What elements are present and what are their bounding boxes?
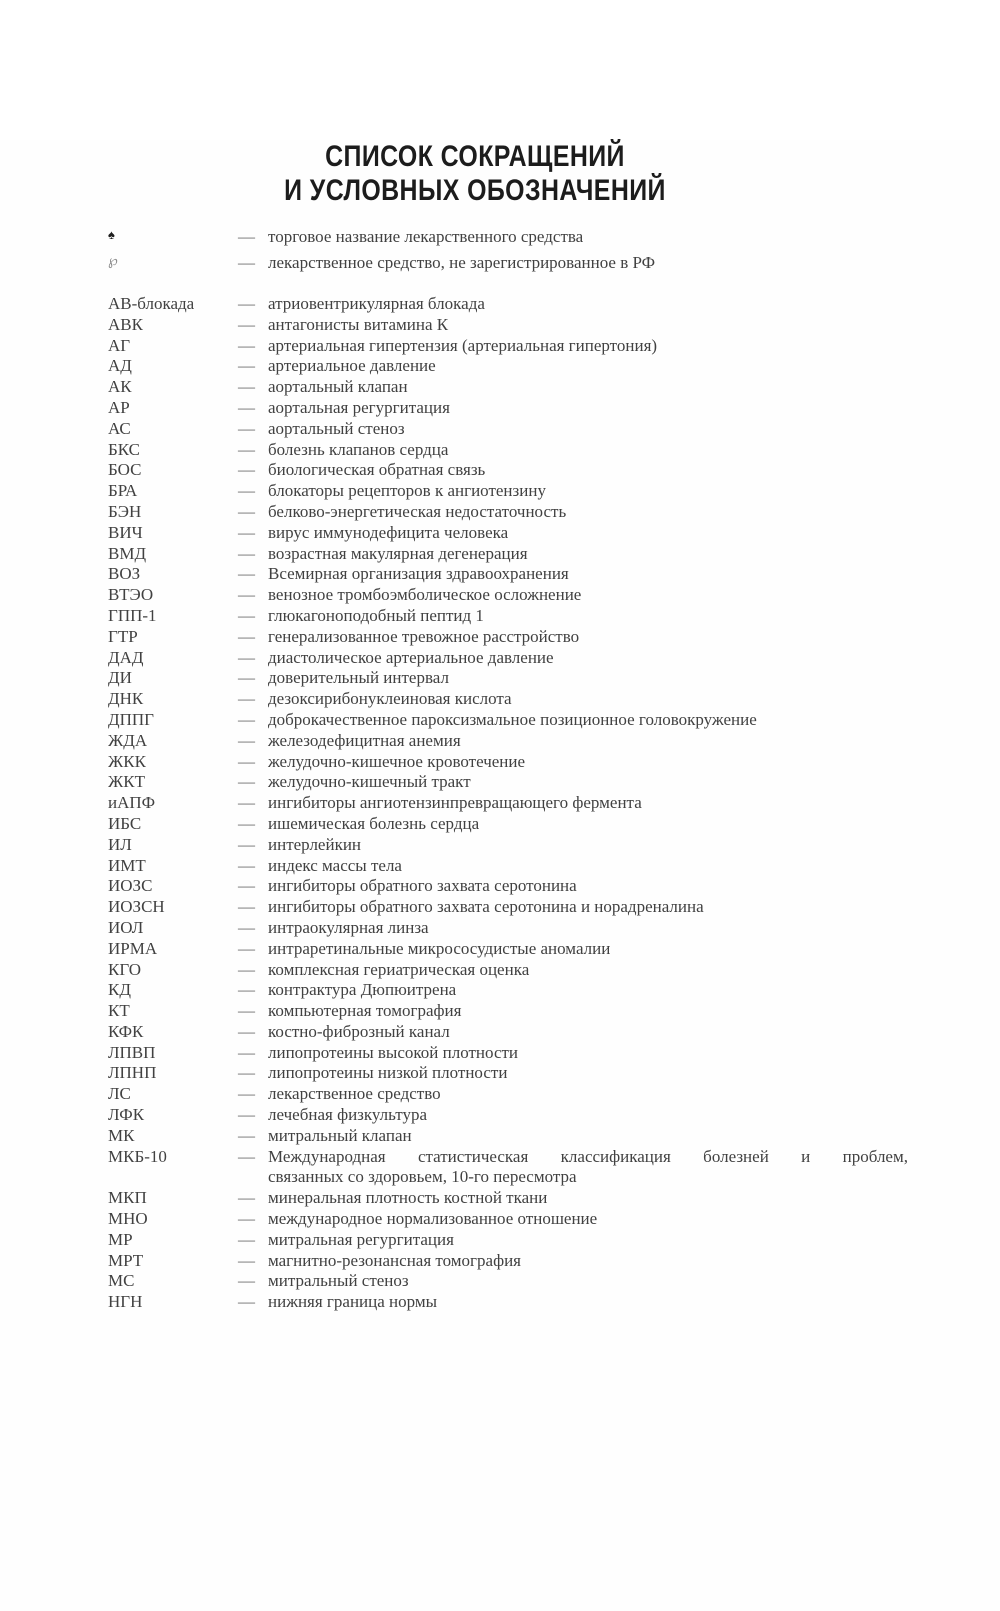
em-dash-separator: — xyxy=(238,564,255,584)
em-dash-separator: — xyxy=(238,668,255,688)
symbols-list xyxy=(108,224,908,277)
abbr-entry-row xyxy=(108,585,908,606)
em-dash-separator: — xyxy=(238,1292,255,1312)
definition-text: железодефицитная анемия xyxy=(268,730,461,750)
abbreviation-cell: МНО xyxy=(108,1209,148,1229)
definition-text: антагонисты витамина К xyxy=(268,314,449,334)
abbr-entry-row xyxy=(108,1001,908,1022)
em-dash-separator: — xyxy=(238,959,255,979)
definition-text: доброкачественное пароксизмальное позиционное головокружение xyxy=(268,709,757,729)
em-dash-separator: — xyxy=(238,709,255,729)
definition-text: интраокулярная линза xyxy=(268,917,429,937)
abbr-entry-row xyxy=(108,648,908,669)
definition-text: аортальный стеноз xyxy=(268,418,405,438)
em-dash-separator: — xyxy=(238,980,255,1000)
abbreviation-cell: ВИЧ xyxy=(108,522,143,542)
abbr-entry-row xyxy=(108,1292,908,1313)
definition-text: возрастная макулярная дегенерация xyxy=(268,543,528,563)
abbr-entry-row xyxy=(108,481,908,502)
abbr-entry-row xyxy=(108,356,908,377)
entries-list xyxy=(108,294,908,1313)
abbreviation-cell: ГПП-1 xyxy=(108,605,157,625)
em-dash-separator: — xyxy=(238,1271,255,1291)
abbr-entry-row xyxy=(108,752,908,773)
definition-text: митральный стеноз xyxy=(268,1271,409,1291)
abbr-entry-row xyxy=(108,689,908,710)
definition-text: доверительный интервал xyxy=(268,668,449,688)
definition-text: биологическая обратная связь xyxy=(268,460,486,480)
definition-text: диастолическое артериальное давление xyxy=(268,647,554,667)
abbr-entry-row xyxy=(108,336,908,357)
definition-text: липопротеины низкой плотности xyxy=(268,1063,508,1083)
abbr-entry-row xyxy=(108,398,908,419)
definition-text: ингибиторы обратного захвата серотонина xyxy=(268,876,577,896)
em-dash-separator: — xyxy=(238,522,255,542)
em-dash-separator: — xyxy=(238,253,255,272)
definition-text: вирус иммунодефицита человека xyxy=(268,522,509,542)
definition-text: блокаторы рецепторов к ангиотензину xyxy=(268,481,546,501)
abbreviation-cell: АГ xyxy=(108,335,131,355)
em-dash-separator: — xyxy=(238,876,255,896)
em-dash-separator: — xyxy=(238,294,255,313)
em-dash-separator: — xyxy=(238,647,255,667)
definition-text: желудочно-кишечный тракт xyxy=(268,772,471,792)
definition-text: индекс массы тела xyxy=(268,855,402,875)
abbr-entry-row xyxy=(108,876,908,897)
abbr-entry-row xyxy=(108,440,908,461)
spade-trade-name-symbol: ♠ xyxy=(108,227,115,242)
abbreviation-cell: МС xyxy=(108,1271,135,1291)
definition-text: генерализованное тревожное расстройство xyxy=(268,626,580,646)
abbreviation-cell: БРА xyxy=(108,481,138,501)
definition-text: атриовентрикулярная блокада xyxy=(268,294,485,313)
definition-text: костно-фиброзный канал xyxy=(268,1021,450,1041)
definition-text: аортальная регургитация xyxy=(268,397,450,417)
abbreviation-cell: КД xyxy=(108,980,131,1000)
abbr-entry-row xyxy=(108,835,908,856)
em-dash-separator: — xyxy=(238,1188,255,1208)
abbreviation-cell: ДИ xyxy=(108,668,132,688)
em-dash-separator: — xyxy=(238,605,255,625)
abbreviation-cell: ИОЗС xyxy=(108,876,153,896)
definition-text: Всемирная организация здравоохранения xyxy=(268,564,569,584)
definition-text: ингибиторы ангиотензинпревращающего фермента xyxy=(268,793,642,813)
abbr-entry-row xyxy=(108,960,908,981)
abbr-entry-row xyxy=(108,377,908,398)
abbreviation-cell: МКП xyxy=(108,1188,147,1208)
abbr-entry-row xyxy=(108,793,908,814)
em-dash-separator: — xyxy=(238,626,255,646)
definition-text: лекарственное средство, не зарегистрированное в РФ xyxy=(268,253,656,272)
em-dash-separator: — xyxy=(238,917,255,937)
definition-text: Международная статистическая классификация болезней и проблем, связанных со здоровьем, 10-го пересмотра xyxy=(268,1146,908,1187)
abbreviation-cell: ВОЗ xyxy=(108,564,141,584)
abbr-entry-row xyxy=(108,1126,908,1147)
page-title-line-2: И УСЛОВНЫХ ОБОЗНАЧЕНИЙ xyxy=(284,174,666,207)
abbreviation-cell: ИРМА xyxy=(108,938,158,958)
definition-text: лечебная физкультура xyxy=(268,1105,428,1125)
em-dash-separator: — xyxy=(238,418,255,438)
definition-text: контрактура Дюпюитрена xyxy=(268,980,457,1000)
definition-text: нижняя граница нормы xyxy=(268,1292,438,1312)
definition-text: интраретинальные микрососудистые аномалии xyxy=(268,938,611,958)
abbreviation-cell: ЛС xyxy=(108,1084,131,1104)
definition-text: международное нормализованное отношение xyxy=(268,1209,598,1229)
abbr-entry-row xyxy=(108,523,908,544)
em-dash-separator: — xyxy=(238,335,255,355)
abbreviation-cell: ДНК xyxy=(108,689,144,709)
abbreviation-cell: ДАД xyxy=(108,647,144,667)
abbreviation-cell: ДППГ xyxy=(108,709,154,729)
definition-text: минеральная плотность костной ткани xyxy=(268,1188,548,1208)
definition-text: интерлейкин xyxy=(268,834,362,854)
em-dash-separator: — xyxy=(238,1250,255,1270)
abbr-entry-row xyxy=(108,627,908,648)
abbreviation-cell: КТ xyxy=(108,1001,130,1021)
em-dash-separator: — xyxy=(238,730,255,750)
abbreviation-cell: ЛПНП xyxy=(108,1063,157,1083)
em-dash-separator: — xyxy=(238,460,255,480)
abbr-entry-row xyxy=(108,315,908,336)
abbr-entry-row xyxy=(108,1230,908,1251)
book-page xyxy=(0,140,1000,1611)
definition-text: липопротеины высокой плотности xyxy=(268,1042,519,1062)
abbreviation-cell: иАПФ xyxy=(108,793,156,813)
symbol-row xyxy=(108,250,908,277)
em-dash-separator: — xyxy=(238,543,255,563)
em-dash-separator: — xyxy=(238,481,255,501)
symbol-row xyxy=(108,224,908,250)
em-dash-separator: — xyxy=(238,813,255,833)
page-title xyxy=(105,140,845,208)
em-dash-separator: — xyxy=(238,585,255,605)
abbreviation-cell: БОС xyxy=(108,460,142,480)
definition-text: комплексная гериатрическая оценка xyxy=(268,959,530,979)
abbr-entry-row xyxy=(108,1147,908,1189)
em-dash-separator: — xyxy=(238,1146,255,1166)
abbreviation-cell: ЛПВП xyxy=(108,1042,156,1062)
abbr-entry-row xyxy=(108,502,908,523)
abbreviation-cell: ЖДА xyxy=(108,730,148,750)
abbr-entry-row xyxy=(108,1209,908,1230)
abbr-entry-row xyxy=(108,1188,908,1209)
em-dash-separator: — xyxy=(238,1001,255,1021)
abbreviation-cell: БЭН xyxy=(108,501,142,521)
abbreviation-cell: ЖКК xyxy=(108,751,146,771)
abbr-entry-row xyxy=(108,1271,908,1292)
definition-text: торговое название лекарственного средства xyxy=(268,227,584,246)
definition-text: ингибиторы обратного захвата серотонина и норадреналина xyxy=(268,897,704,917)
em-dash-separator: — xyxy=(238,356,255,376)
abbreviation-cell: ИМТ xyxy=(108,855,146,875)
abbr-entry-row xyxy=(108,918,908,939)
abbreviation-cell: КГО xyxy=(108,959,142,979)
definition-text: артериальная гипертензия (артериальная гипертония) xyxy=(268,335,658,355)
em-dash-separator: — xyxy=(238,689,255,709)
definition-text: желудочно-кишечное кровотечение xyxy=(268,751,526,771)
em-dash-separator: — xyxy=(238,897,255,917)
abbr-entry-row xyxy=(108,814,908,835)
abbr-entry-row xyxy=(108,731,908,752)
abbreviation-cell: АС xyxy=(108,418,131,438)
definition-text: дезоксирибонуклеиновая кислота xyxy=(268,689,512,709)
abbreviation-cell: МРТ xyxy=(108,1250,144,1270)
definition-text: митральный клапан xyxy=(268,1125,412,1145)
abbr-entry-row xyxy=(108,460,908,481)
em-dash-separator: — xyxy=(238,227,255,246)
em-dash-separator: — xyxy=(238,1105,255,1125)
symbol-cell xyxy=(108,224,238,250)
abbreviation-cell: АР xyxy=(108,397,130,417)
abbreviation-cell: АК xyxy=(108,377,132,397)
abbr-entry-row xyxy=(108,1105,908,1126)
em-dash-separator: — xyxy=(238,439,255,459)
abbreviation-cell: ИОЛ xyxy=(108,917,144,937)
abbr-entry-row xyxy=(108,772,908,793)
abbr-entry-row xyxy=(108,980,908,1001)
abbr-entry-row xyxy=(108,939,908,960)
abbr-entry-row xyxy=(108,1063,908,1084)
abbr-entry-row xyxy=(108,897,908,918)
abbreviation-cell: ВМД xyxy=(108,543,147,563)
definition-text: компьютерная томография xyxy=(268,1001,462,1021)
definition-text: ишемическая болезнь сердца xyxy=(268,813,480,833)
abbreviation-cell: МК xyxy=(108,1125,135,1145)
em-dash-separator: — xyxy=(238,1021,255,1041)
script-p-unregistered-symbol: ℘ xyxy=(108,254,118,269)
em-dash-separator: — xyxy=(238,855,255,875)
definition-text: магнитно-резонансная томография xyxy=(268,1250,521,1270)
abbr-entry-row xyxy=(108,564,908,585)
abbr-entry-row xyxy=(108,419,908,440)
page-title-line-1: СПИСОК СОКРАЩЕНИЙ xyxy=(325,140,625,173)
abbreviation-cell: ИОЗСН xyxy=(108,897,165,917)
abbr-entry-row xyxy=(108,606,908,627)
abbreviation-cell: КФК xyxy=(108,1021,144,1041)
abbr-entry-row xyxy=(108,1251,908,1272)
abbreviation-cell: ГТР xyxy=(108,626,138,646)
abbr-entry-row xyxy=(108,710,908,731)
em-dash-separator: — xyxy=(238,772,255,792)
abbreviation-cell: МКБ-10 xyxy=(108,1146,167,1166)
abbreviation-cell: АВК xyxy=(108,314,143,334)
definition-text: артериальное давление xyxy=(268,356,436,376)
abbreviation-cell: ИЛ xyxy=(108,834,132,854)
em-dash-separator: — xyxy=(238,1063,255,1083)
abbr-entry-row xyxy=(108,294,908,315)
abbr-entry-row xyxy=(108,1084,908,1105)
abbr-entry-row xyxy=(108,668,908,689)
em-dash-separator: — xyxy=(238,397,255,417)
em-dash-separator: — xyxy=(238,1125,255,1145)
em-dash-separator: — xyxy=(238,938,255,958)
abbreviation-cell: НГН xyxy=(108,1292,143,1312)
em-dash-separator: — xyxy=(238,1042,255,1062)
em-dash-separator: — xyxy=(238,834,255,854)
abbreviation-cell: ИБС xyxy=(108,813,142,833)
definition-text: белково-энергетическая недостаточность xyxy=(268,501,567,521)
abbr-entry-row xyxy=(108,856,908,877)
symbol-cell xyxy=(108,250,238,277)
abbreviation-cell: ЖКТ xyxy=(108,772,145,792)
abbreviation-cell: АВ-блокада xyxy=(108,294,195,313)
em-dash-separator: — xyxy=(238,377,255,397)
em-dash-separator: — xyxy=(238,314,255,334)
em-dash-separator: — xyxy=(238,751,255,771)
abbreviation-cell: МР xyxy=(108,1229,133,1249)
abbr-entry-row xyxy=(108,1043,908,1064)
em-dash-separator: — xyxy=(238,1209,255,1229)
abbreviation-cell: ЛФК xyxy=(108,1105,145,1125)
abbr-entry-row xyxy=(108,1022,908,1043)
em-dash-separator: — xyxy=(238,1084,255,1104)
abbr-entry-row xyxy=(108,544,908,565)
definition-text: аортальный клапан xyxy=(268,377,408,397)
abbreviation-cell: АД xyxy=(108,356,132,376)
abbreviation-cell: ВТЭО xyxy=(108,585,154,605)
em-dash-separator: — xyxy=(238,1229,255,1249)
definition-text: митральная регургитация xyxy=(268,1229,454,1249)
em-dash-separator: — xyxy=(238,501,255,521)
em-dash-separator: — xyxy=(238,793,255,813)
definition-text: болезнь клапанов сердца xyxy=(268,439,449,459)
abbreviation-cell: БКС xyxy=(108,439,141,459)
definition-text: венозное тромбоэмболическое осложнение xyxy=(268,585,582,605)
definition-text: глюкагоноподобный пептид 1 xyxy=(268,605,484,625)
abbreviation-list-area xyxy=(108,224,908,1313)
definition-text: лекарственное средство xyxy=(268,1084,441,1104)
